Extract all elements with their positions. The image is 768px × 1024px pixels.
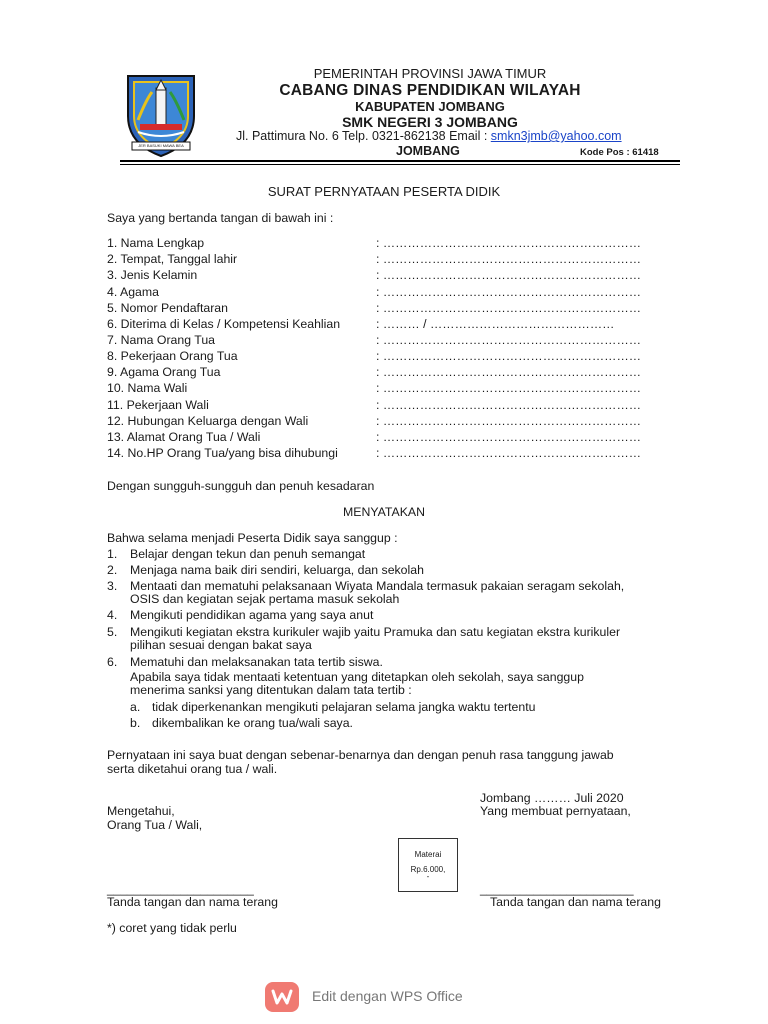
header-rule-thick bbox=[120, 160, 680, 162]
commitment-text-cont: pilihan sesuai dengan bakat saya bbox=[130, 638, 312, 652]
revenue-stamp-box bbox=[398, 838, 458, 892]
signature-line-right: _______________________ bbox=[480, 882, 634, 896]
field-label: 4. Agama bbox=[107, 285, 159, 299]
header-city: JOMBANG bbox=[396, 144, 460, 158]
header-government: PEMERINTAH PROVINSI JAWA TIMUR bbox=[313, 66, 547, 81]
field-label: 11. Pekerjaan Wali bbox=[107, 398, 209, 412]
field-fill-line: : ……………………………………………………… bbox=[376, 398, 642, 412]
east-java-province-crest-icon bbox=[122, 70, 200, 158]
header-agency: CABANG DINAS PENDIDIKAN WILAYAH bbox=[279, 82, 581, 99]
sanction-b-text: dikembalikan ke orang tua/wali saya. bbox=[152, 716, 353, 730]
commitments-intro: Bahwa selama menjadi Peserta Didik saya sanggup : bbox=[107, 531, 398, 545]
field-fill-line: : ……………………………………………………… bbox=[376, 285, 642, 299]
field-fill-line: : ……………………………………………………… bbox=[376, 236, 642, 250]
header-regency: KABUPATEN JOMBANG bbox=[355, 99, 505, 114]
sanction-text: Apabila saya tidak mentaati ketentuan yang ditetapkan oleh sekolah, saya sanggup bbox=[130, 670, 584, 684]
footnote: *) coret yang tidak perlu bbox=[107, 921, 237, 935]
field-label: 13. Alamat Orang Tua / Wali bbox=[107, 430, 261, 444]
commitment-number: 1. bbox=[107, 547, 118, 561]
sanction-a-label: a. bbox=[130, 700, 141, 714]
field-fill-line: : ……………………………………………………… bbox=[376, 430, 642, 444]
sanction-b-label: b. bbox=[130, 716, 141, 730]
edit-with-wps-link[interactable]: Edit dengan WPS Office bbox=[312, 988, 463, 1004]
intro-text: Saya yang bertanda tangan di bawah ini : bbox=[107, 211, 334, 225]
stamp-amount: Rp.6.000, bbox=[410, 865, 446, 874]
field-label: 7. Nama Orang Tua bbox=[107, 333, 215, 347]
commitment-number: 3. bbox=[107, 579, 118, 593]
field-fill-line: : ……… / ……………………………………… bbox=[376, 317, 615, 331]
wps-office-icon[interactable] bbox=[265, 982, 299, 1012]
field-fill-line: : ……………………………………………………… bbox=[376, 446, 642, 460]
header-school: SMK NEGERI 3 JOMBANG bbox=[342, 114, 518, 130]
commitment-text: Mengikuti kegiatan ekstra kurikuler wajib yaitu Pramuka dan satu kegiatan ekstra kurikuler bbox=[130, 625, 621, 639]
field-label: 9. Agama Orang Tua bbox=[107, 365, 221, 379]
stamp-label: Materai bbox=[414, 850, 442, 859]
acknowledged-label: Mengetahui, bbox=[107, 804, 175, 818]
field-label: 8. Pekerjaan Orang Tua bbox=[107, 349, 238, 363]
field-fill-line: : ……………………………………………………… bbox=[376, 349, 642, 363]
field-label: 1. Nama Lengkap bbox=[107, 236, 205, 250]
closing-text-cont: serta diketahui orang tua / wali. bbox=[107, 762, 278, 776]
header-rule-thin bbox=[120, 164, 680, 165]
commitment-text-cont: OSIS dan kegiatan sejak pertama masuk sekolah bbox=[130, 592, 400, 606]
commitment-number: 5. bbox=[107, 625, 118, 639]
sanction-a-text: tidak diperkenankan mengikuti pelajaran selama jangka waktu tertentu bbox=[152, 700, 536, 714]
field-label: 2. Tempat, Tanggal lahir bbox=[107, 252, 238, 266]
header-postcode: Kode Pos : 61418 bbox=[580, 147, 659, 158]
commitment-number: 4. bbox=[107, 608, 118, 622]
maker-label: Yang membuat pernyataan, bbox=[480, 804, 631, 818]
signature-caption-right: Tanda tangan dan nama terang bbox=[490, 895, 661, 909]
field-fill-line: : ……………………………………………………… bbox=[376, 252, 642, 266]
header-address bbox=[236, 129, 622, 143]
sincerity-text: Dengan sungguh-sungguh dan penuh kesadaran bbox=[107, 479, 375, 493]
field-label: 14. No.HP Orang Tua/yang bisa dihubungi bbox=[107, 446, 338, 460]
field-fill-line: : ……………………………………………………… bbox=[376, 268, 642, 282]
field-label: 6. Diterima di Kelas / Kompetensi Keahlian bbox=[107, 317, 341, 331]
field-label: 12. Hubungan Keluarga dengan Wali bbox=[107, 414, 309, 428]
field-label: 10. Nama Wali bbox=[107, 381, 188, 395]
field-fill-line: : ……………………………………………………… bbox=[376, 414, 642, 428]
commitment-text: Menjaga nama baik diri sendiri, keluarga, dan sekolah bbox=[130, 563, 424, 577]
declaration-heading: MENYATAKAN bbox=[343, 505, 425, 519]
field-label: 5. Nomor Pendaftaran bbox=[107, 301, 228, 315]
signature-caption-left: Tanda tangan dan nama terang bbox=[107, 895, 278, 909]
commitment-text: Mematuhi dan melaksanakan tata tertib siswa. bbox=[130, 655, 383, 669]
logo-banner-text: JER BASUKI MAWA BEA bbox=[138, 143, 184, 148]
field-fill-line: : ……………………………………………………… bbox=[376, 365, 642, 379]
commitment-number: 2. bbox=[107, 563, 118, 577]
commitment-text: Mengikuti pendidikan agama yang saya anut bbox=[130, 608, 374, 622]
commitment-text: Belajar dengan tekun dan penuh semangat bbox=[130, 547, 366, 561]
address-text: Jl. Pattimura No. 6 Telp. 0321-862138 Email : bbox=[236, 129, 491, 143]
field-fill-line: : ……………………………………………………… bbox=[376, 301, 642, 315]
document-title: SURAT PERNYATAAN PESERTA DIDIK bbox=[267, 184, 501, 199]
stamp-dash: - bbox=[426, 872, 430, 881]
commitment-number: 6. bbox=[107, 655, 118, 669]
commitment-text: Mentaati dan mematuhi pelaksanaan Wiyata Mandala termasuk pakaian seragam sekolah, bbox=[130, 579, 625, 593]
parent-label: Orang Tua / Wali, bbox=[107, 818, 203, 832]
sanction-text-cont: menerima sanksi yang ditentukan dalam tata tertib : bbox=[130, 683, 412, 697]
signature-line-left: ______________________ bbox=[107, 882, 254, 896]
email-link[interactable]: smkn3jmb@yahoo.com bbox=[490, 129, 622, 143]
place-date: Jombang ……… Juli 2020 bbox=[480, 791, 624, 805]
closing-text: Pernyataan ini saya buat dengan sebenar-benarnya dan dengan penuh rasa tanggung jawab bbox=[107, 748, 614, 762]
field-label: 3. Jenis Kelamin bbox=[107, 268, 198, 282]
field-fill-line: : ……………………………………………………… bbox=[376, 381, 642, 395]
field-fill-line: : ……………………………………………………… bbox=[376, 333, 642, 347]
